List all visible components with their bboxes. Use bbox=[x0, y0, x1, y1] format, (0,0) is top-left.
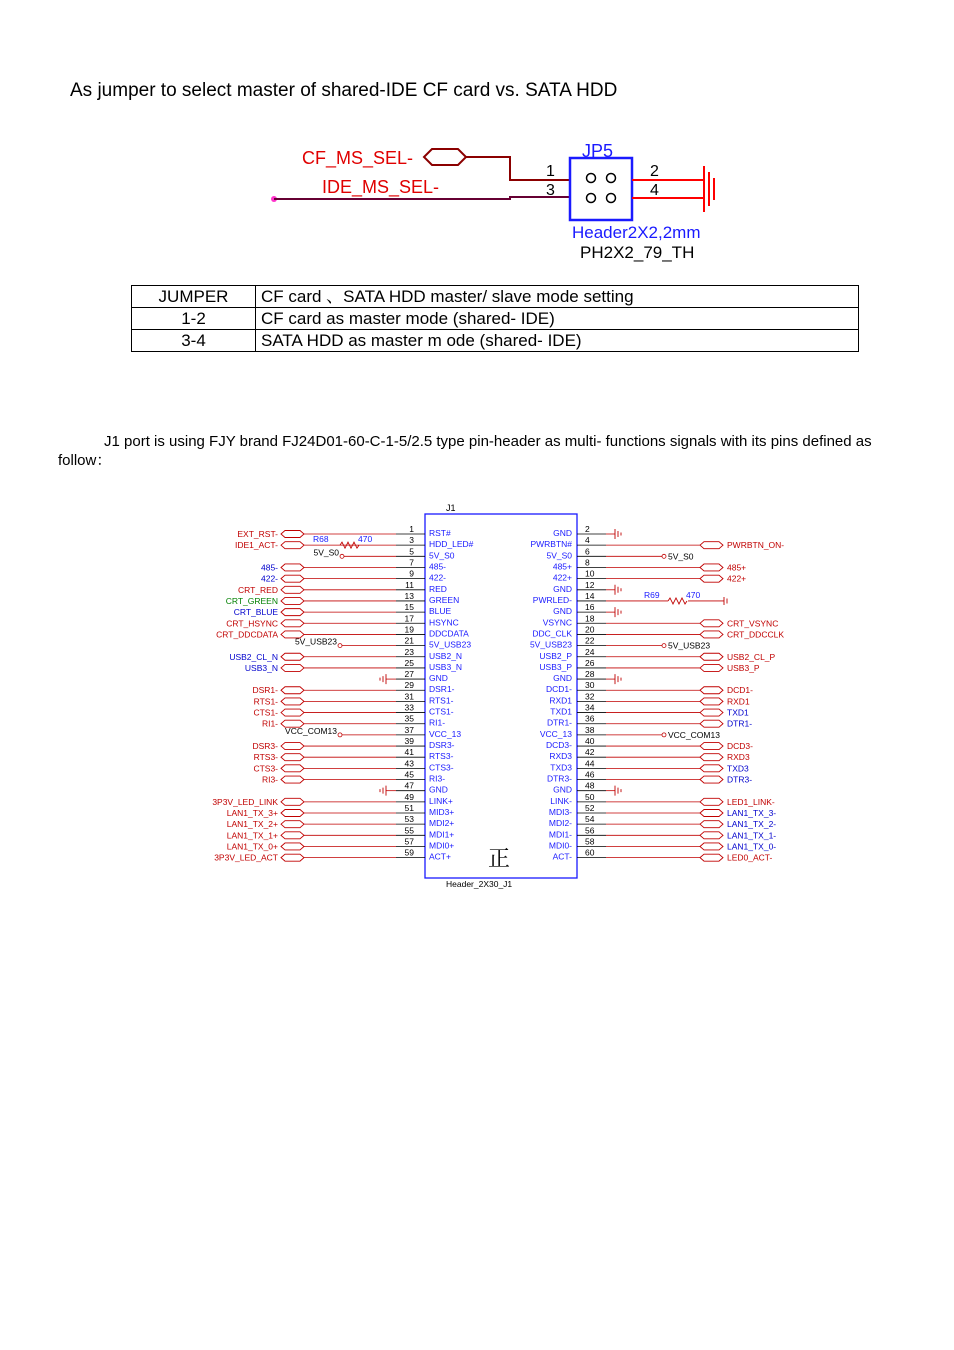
j1-right-pin-number: 36 bbox=[585, 713, 595, 724]
j1-right-port-icon bbox=[700, 754, 723, 761]
j1-left-net-label: CRT_BLUE bbox=[233, 607, 278, 618]
j1-right-pin-name: MDI1- bbox=[548, 829, 572, 840]
j1-right-pin-name: GND bbox=[553, 784, 572, 795]
j1-right-net-label: LAN1_TX_2- bbox=[727, 819, 777, 830]
j1-right-net-label: RXD3 bbox=[727, 752, 750, 763]
j1-power-label: 5V_S0 bbox=[313, 547, 339, 558]
j1-right-pin-name: LINK- bbox=[550, 795, 572, 806]
power-icon bbox=[340, 554, 344, 558]
j1-right-pin-name: DDC_CLK bbox=[532, 628, 572, 639]
j1-left-port-icon bbox=[281, 832, 304, 839]
j1-left-port-icon bbox=[281, 709, 304, 716]
power-icon bbox=[338, 733, 342, 737]
j1-left-pin-name: RST# bbox=[429, 528, 451, 538]
j1-right-port-icon bbox=[700, 620, 723, 627]
ground-icon bbox=[380, 674, 386, 684]
j1-left-port-icon bbox=[281, 664, 304, 671]
table-cell: CF card as master mode (shared- IDE) bbox=[256, 308, 859, 330]
j1-right-pin-number: 8 bbox=[585, 557, 590, 568]
j1-right-net-label: PWRBTN_ON- bbox=[727, 540, 785, 551]
j1-left-net-label: LAN1_TX_2+ bbox=[226, 819, 278, 830]
j1-right-pin-number: 22 bbox=[585, 635, 595, 646]
j1-power-label: VCC_COM13 bbox=[285, 725, 337, 736]
j1-left-net-label: IDE1_ACT- bbox=[235, 540, 278, 551]
j1-left-net-label: 485- bbox=[260, 562, 278, 573]
j1-right-pin-number: 54 bbox=[585, 814, 595, 825]
j1-left-port-icon bbox=[281, 765, 304, 772]
j1-left-pin-number: 57 bbox=[404, 836, 414, 847]
jp5-pin3-num: 3 bbox=[546, 182, 555, 199]
j1-right-port-icon bbox=[700, 810, 723, 817]
j1-right-net-label: CRT_DDCCLK bbox=[727, 629, 784, 640]
j1-right-pin-name: DTR1- bbox=[546, 717, 572, 728]
j1-right-pin-name: VSYNC bbox=[542, 617, 572, 628]
jp5-ref: JP5 bbox=[582, 141, 614, 161]
j1-right-pin-number: 46 bbox=[585, 769, 595, 780]
j1-right-port-icon bbox=[700, 854, 723, 861]
j1-left-port-icon bbox=[281, 620, 304, 627]
j1-right-pin-number: 14 bbox=[585, 590, 595, 601]
j1-left-pin-name: GREEN bbox=[429, 594, 460, 605]
j1-right-port-icon bbox=[700, 743, 723, 750]
ground-icon bbox=[380, 786, 386, 796]
j1-power-label: 5V_S0 bbox=[668, 551, 694, 562]
j1-left-port-icon bbox=[281, 564, 304, 571]
j1-right-pin-name: ACT- bbox=[552, 851, 572, 862]
j1-left-pin-number: 7 bbox=[409, 557, 414, 568]
j1-right-pin-name: DCD1- bbox=[546, 684, 572, 695]
j1-right-pin-number: 42 bbox=[585, 747, 595, 758]
j1-left-port-icon bbox=[281, 754, 304, 761]
j1-right-pin-name: GND bbox=[553, 583, 572, 594]
section-heading: As jumper to select master of shared-IDE CF card vs. SATA HDD bbox=[70, 80, 618, 101]
j1-right-port-icon bbox=[700, 776, 723, 783]
ground-icon bbox=[724, 597, 727, 605]
j1-left-pin-number: 51 bbox=[404, 803, 414, 813]
j1-right-pin-name: PWRBTN# bbox=[530, 539, 572, 550]
j1-left-net-label: CTS3- bbox=[253, 763, 278, 774]
j1-left-pin-name: RTS3- bbox=[429, 751, 454, 762]
j1-left-pin-number: 49 bbox=[404, 791, 414, 802]
j1-left-pin-number: 9 bbox=[409, 568, 414, 579]
j1-left-pin-name: 5V_USB23 bbox=[429, 639, 472, 650]
j1-right-pin-name: 5V_S0 bbox=[546, 550, 572, 561]
j1-right-pin-name: 5V_USB23 bbox=[529, 639, 572, 650]
j1-right-port-icon bbox=[700, 709, 723, 716]
table-header-cell: JUMPER bbox=[132, 286, 256, 308]
j1-left-pin-name: USB3_N bbox=[429, 661, 463, 672]
j1-left-pin-number: 27 bbox=[404, 669, 414, 680]
j1-right-pin-name: DCD3- bbox=[546, 740, 572, 751]
j1-right-pin-number: 12 bbox=[585, 579, 595, 590]
ide-ms-sel-label: IDE_MS_SEL- bbox=[322, 177, 440, 197]
j1-left-pin-name: 422- bbox=[429, 572, 447, 583]
j1-left-net-label: CTS1- bbox=[253, 707, 278, 718]
j1-right-pin-number: 16 bbox=[585, 602, 595, 613]
r69-value: 470 bbox=[686, 589, 701, 600]
j1-right-net-label: DTR3- bbox=[727, 774, 753, 785]
j1-left-net-label: USB3_N bbox=[244, 662, 278, 673]
j1-right-pin-number: 26 bbox=[585, 657, 595, 668]
j1-right-net-label: USB3_P bbox=[727, 662, 760, 673]
j1-left-pin-name: MDI1+ bbox=[429, 829, 455, 840]
j1-left-pin-name: 5V_S0 bbox=[429, 550, 455, 561]
j1-left-pin-name: RI1- bbox=[429, 717, 446, 728]
j1-left-pin-number: 31 bbox=[404, 691, 414, 702]
j1-right-pin-number: 38 bbox=[585, 724, 595, 735]
j1-right-port-icon bbox=[700, 821, 723, 828]
j1-right-pin-number: 34 bbox=[585, 702, 595, 713]
j1-right-port-icon bbox=[700, 575, 723, 582]
j1-right-pin-number: 18 bbox=[585, 613, 595, 624]
j1-right-pin-number: 6 bbox=[585, 546, 590, 557]
j1-right-pin-number: 28 bbox=[585, 669, 595, 680]
j1-power-label: 5V_USB23 bbox=[294, 636, 337, 647]
j1-left-net-label: LAN1_TX_0+ bbox=[226, 841, 278, 852]
j1-left-pin-name: CTS3- bbox=[429, 762, 454, 773]
j1-right-pin-name: TXD1 bbox=[550, 706, 572, 717]
j1-right-port-icon bbox=[700, 798, 723, 805]
j1-right-net-label: LED0_ACT- bbox=[727, 852, 773, 863]
j1-right-pin-number: 30 bbox=[585, 680, 595, 691]
j1-left-pin-name: MDI0+ bbox=[429, 840, 455, 851]
j1-left-pin-number: 37 bbox=[404, 724, 414, 735]
j1-left-port-icon bbox=[281, 743, 304, 750]
j1-right-net-label: DCD1- bbox=[727, 685, 753, 696]
j1-right-net-label: 485+ bbox=[727, 562, 747, 573]
j1-left-net-label: USB2_CL_N bbox=[229, 651, 278, 662]
j1-left-pin-name: HDD_LED# bbox=[429, 539, 474, 550]
cf-ms-sel-label: CF_MS_SEL- bbox=[302, 148, 414, 168]
j1-right-net-label: RXD1 bbox=[727, 696, 750, 707]
j1-right-pin-name: DTR3- bbox=[546, 773, 572, 784]
j1-right-pin-number: 44 bbox=[585, 758, 595, 769]
j1-left-net-label: DSR3- bbox=[252, 741, 278, 752]
j1-left-port-icon bbox=[281, 843, 304, 850]
j1-right-pin-number: 10 bbox=[585, 568, 595, 579]
j1-right-pin-name: VCC_13 bbox=[539, 728, 572, 739]
j1-right-net-label: DTR1- bbox=[727, 718, 753, 729]
j1-right-pin-name: MDI2- bbox=[548, 818, 572, 829]
j1-right-pin-number: 56 bbox=[585, 825, 595, 836]
j1-left-pin-number: 45 bbox=[404, 769, 414, 780]
j1-left-port-icon bbox=[281, 854, 304, 861]
j1-left-pin-name: LINK+ bbox=[429, 795, 453, 806]
j1-right-port-icon bbox=[700, 542, 723, 549]
j1-left-port-icon bbox=[281, 531, 304, 538]
j1-left-pin-number: 21 bbox=[404, 635, 414, 646]
j1-right-net-label: DCD3- bbox=[727, 741, 753, 752]
r69-ref: R69 bbox=[644, 589, 660, 600]
j1-right-pin-name: USB2_P bbox=[539, 650, 572, 661]
j1-left-net-label: 3P3V_LED_LINK bbox=[212, 796, 278, 807]
j1-right-port-icon bbox=[700, 564, 723, 571]
j1-left-net-label: RTS3- bbox=[253, 752, 278, 763]
j1-center-glyph: 正 bbox=[488, 846, 511, 871]
ground-icon bbox=[615, 786, 621, 796]
j1-left-pin-number: 35 bbox=[404, 713, 414, 724]
j1-left-net-label: RI1- bbox=[261, 718, 278, 729]
j1-left-pin-number: 47 bbox=[404, 780, 414, 791]
j1-left-net-label: RI3- bbox=[261, 774, 278, 785]
j1-left-pin-number: 23 bbox=[404, 646, 414, 657]
j1-left-pin-name: DSR1- bbox=[429, 684, 455, 695]
power-icon bbox=[662, 644, 666, 648]
j1-right-net-label: LAN1_TX_0- bbox=[727, 841, 777, 852]
j1-left-port-icon bbox=[281, 821, 304, 828]
j1-right-pin-name: MDI0- bbox=[548, 840, 572, 851]
j1-left-net-label: RTS1- bbox=[253, 696, 278, 707]
j1-power-label: VCC_COM13 bbox=[668, 729, 720, 740]
j1-right-pin-name: MDI3- bbox=[548, 807, 572, 817]
j1-left-pin-number: 3 bbox=[409, 535, 414, 546]
j1-footprint: Header_2X30_J1 bbox=[446, 879, 513, 889]
j1-left-port-icon bbox=[281, 810, 304, 817]
j1-right-net-label: TXD3 bbox=[727, 763, 749, 774]
j1-left-port-icon bbox=[281, 776, 304, 783]
j1-left-pin-name: USB2_N bbox=[429, 650, 463, 661]
power-icon bbox=[662, 554, 666, 558]
j1-right-pin-number: 4 bbox=[585, 535, 590, 546]
j1-left-pin-number: 5 bbox=[409, 546, 414, 557]
j1-left-net-label: 422- bbox=[260, 573, 278, 584]
j1-right-net-label: LED1_LINK- bbox=[727, 796, 775, 807]
j1-right-port-icon bbox=[700, 832, 723, 839]
j1-right-net-label: 422+ bbox=[727, 573, 747, 584]
jp5-pin4-num: 4 bbox=[650, 182, 659, 199]
ground-icon bbox=[615, 674, 621, 684]
j1-left-pin-number: 29 bbox=[404, 680, 414, 691]
jp5-pin2-num: 2 bbox=[650, 163, 659, 180]
j1-left-pin-name: DDCDATA bbox=[429, 628, 469, 639]
j1-left-pin-name: RTS1- bbox=[429, 695, 454, 706]
j1-right-pin-name: RXD1 bbox=[549, 695, 572, 706]
j1-right-port-icon bbox=[700, 765, 723, 772]
power-icon bbox=[338, 644, 342, 648]
j1-left-port-icon bbox=[281, 698, 304, 705]
table-header-cell: CF card 、SATA HDD master/ slave mode setting bbox=[256, 286, 859, 308]
table-cell: 1-2 bbox=[132, 308, 256, 330]
j1-left-port-icon bbox=[281, 653, 304, 660]
j1-right-port-icon bbox=[700, 664, 723, 671]
j1-left-net-label: 3P3V_LED_ACT bbox=[214, 852, 278, 863]
j1-ref: J1 bbox=[446, 503, 456, 513]
j1-right-pin-number: 48 bbox=[585, 780, 595, 791]
j1-right-port-icon bbox=[700, 631, 723, 638]
j1-left-pin-name: DSR3- bbox=[429, 740, 455, 751]
resistor-icon bbox=[668, 598, 687, 604]
j1-left-pin-number: 11 bbox=[405, 579, 414, 590]
table-cell: SATA HDD as master m ode (shared- IDE) bbox=[256, 330, 859, 352]
j1-power-label: 5V_USB23 bbox=[668, 640, 711, 651]
j1-left-pin-number: 41 bbox=[404, 747, 414, 758]
jp5-footprint: PH2X2_79_TH bbox=[580, 243, 695, 262]
j1-left-port-icon bbox=[281, 575, 304, 582]
j1-left-net-label: EXT_RST- bbox=[237, 529, 278, 539]
j1-right-port-icon bbox=[700, 698, 723, 705]
j1-right-pin-number: 50 bbox=[585, 791, 595, 802]
j1-right-pin-number: 40 bbox=[585, 736, 595, 747]
j1-left-pin-number: 53 bbox=[404, 814, 414, 825]
j1-left-pin-number: 55 bbox=[404, 825, 414, 836]
r68-value: 470 bbox=[358, 534, 373, 545]
jp5-desc: Header2X2,2mm bbox=[572, 223, 701, 242]
j1-left-pin-name: RI3- bbox=[429, 773, 446, 784]
j1-left-pin-name: MDI2+ bbox=[429, 818, 455, 829]
j1-right-port-icon bbox=[700, 687, 723, 694]
j1-left-pin-name: 485- bbox=[429, 561, 447, 572]
j1-left-pin-number: 15 bbox=[404, 602, 414, 613]
j1-left-pin-number: 25 bbox=[404, 657, 414, 668]
j1-left-net-label: LAN1_TX_3+ bbox=[226, 808, 278, 818]
j1-left-pin-name: MID3+ bbox=[429, 807, 455, 817]
j1-right-pin-number: 32 bbox=[585, 691, 595, 702]
j1-right-port-icon bbox=[700, 653, 723, 660]
j1-right-pin-number: 2 bbox=[585, 524, 590, 534]
j1-right-pin-number: 60 bbox=[585, 847, 595, 858]
r68-ref: R68 bbox=[313, 534, 329, 545]
j1-left-pin-number: 59 bbox=[404, 847, 414, 858]
ground-icon bbox=[615, 607, 621, 617]
jp5-pin1-num: 1 bbox=[546, 163, 555, 180]
j1-left-pin-number: 17 bbox=[404, 613, 414, 624]
j1-right-net-label: TXD1 bbox=[727, 707, 749, 718]
j1-left-pin-number: 43 bbox=[404, 758, 414, 769]
j1-right-pin-number: 58 bbox=[585, 836, 595, 847]
j1-left-port-icon bbox=[281, 609, 304, 616]
j1-left-port-icon bbox=[281, 798, 304, 805]
j1-left-pin-name: RED bbox=[429, 583, 447, 594]
j1-left-net-label: CRT_DDCDATA bbox=[216, 629, 278, 640]
j1-left-net-label: CRT_RED bbox=[238, 584, 278, 595]
j1-left-pin-name: ACT+ bbox=[429, 851, 451, 862]
j1-left-net-label: CRT_HSYNC bbox=[226, 618, 278, 629]
j1-left-pin-name: BLUE bbox=[429, 606, 452, 617]
j1-left-pin-number: 39 bbox=[404, 736, 414, 747]
j1-left-pin-name: CTS1- bbox=[429, 706, 454, 717]
j1-left-pin-number: 13 bbox=[404, 590, 414, 601]
j1-right-net-label: USB2_CL_P bbox=[727, 651, 776, 662]
j1-left-port-icon bbox=[281, 687, 304, 694]
j1-left-pin-name: GND bbox=[429, 784, 448, 795]
j1-left-pin-number: 19 bbox=[404, 624, 414, 635]
j1-left-net-label: LAN1_TX_1+ bbox=[226, 830, 278, 841]
j1-left-pin-name: HSYNC bbox=[429, 617, 459, 628]
j1-right-pin-number: 24 bbox=[585, 646, 595, 657]
j1-left-port-icon bbox=[281, 597, 304, 604]
j1-right-pin-number: 20 bbox=[585, 624, 595, 635]
j1-right-net-label: CRT_VSYNC bbox=[727, 618, 779, 629]
j1-right-pin-name: USB3_P bbox=[539, 661, 572, 672]
j1-left-pin-number: 1 bbox=[409, 524, 414, 534]
j1-description: J1 port is using FJY brand FJ24D01-60-C-1-5/2.5 type pin-header as multi- functions signals with its pins defined as follow： bbox=[58, 433, 872, 469]
j1-left-pin-name: GND bbox=[429, 673, 448, 684]
j1-left-net-label: CRT_GREEN bbox=[225, 595, 278, 606]
j1-right-net-label: LAN1_TX_1- bbox=[727, 830, 777, 841]
j1-right-pin-name: 422+ bbox=[552, 572, 572, 583]
table-cell: 3-4 bbox=[132, 330, 256, 352]
j1-right-port-icon bbox=[700, 843, 723, 850]
j1-right-pin-name: GND bbox=[553, 673, 572, 684]
ground-icon bbox=[615, 529, 621, 539]
j1-right-pin-name: GND bbox=[553, 528, 572, 538]
j1-left-pin-name: VCC_13 bbox=[429, 728, 462, 739]
j1-right-pin-name: TXD3 bbox=[550, 762, 572, 773]
power-icon bbox=[662, 733, 666, 737]
j1-left-pin-number: 33 bbox=[404, 702, 414, 713]
j1-left-net-label: DSR1- bbox=[252, 685, 278, 696]
j1-right-pin-name: RXD3 bbox=[549, 751, 572, 762]
j1-right-port-icon bbox=[700, 720, 723, 727]
j1-right-pin-name: GND bbox=[553, 606, 572, 617]
j1-right-pin-number: 52 bbox=[585, 803, 595, 813]
j1-left-port-icon bbox=[281, 586, 304, 593]
ground-icon bbox=[615, 585, 621, 595]
j1-right-pin-name: PWRLED- bbox=[532, 594, 572, 605]
j1-left-port-icon bbox=[281, 542, 304, 549]
j1-right-pin-name: 485+ bbox=[552, 561, 572, 572]
j1-right-net-label: LAN1_TX_3- bbox=[727, 808, 777, 818]
